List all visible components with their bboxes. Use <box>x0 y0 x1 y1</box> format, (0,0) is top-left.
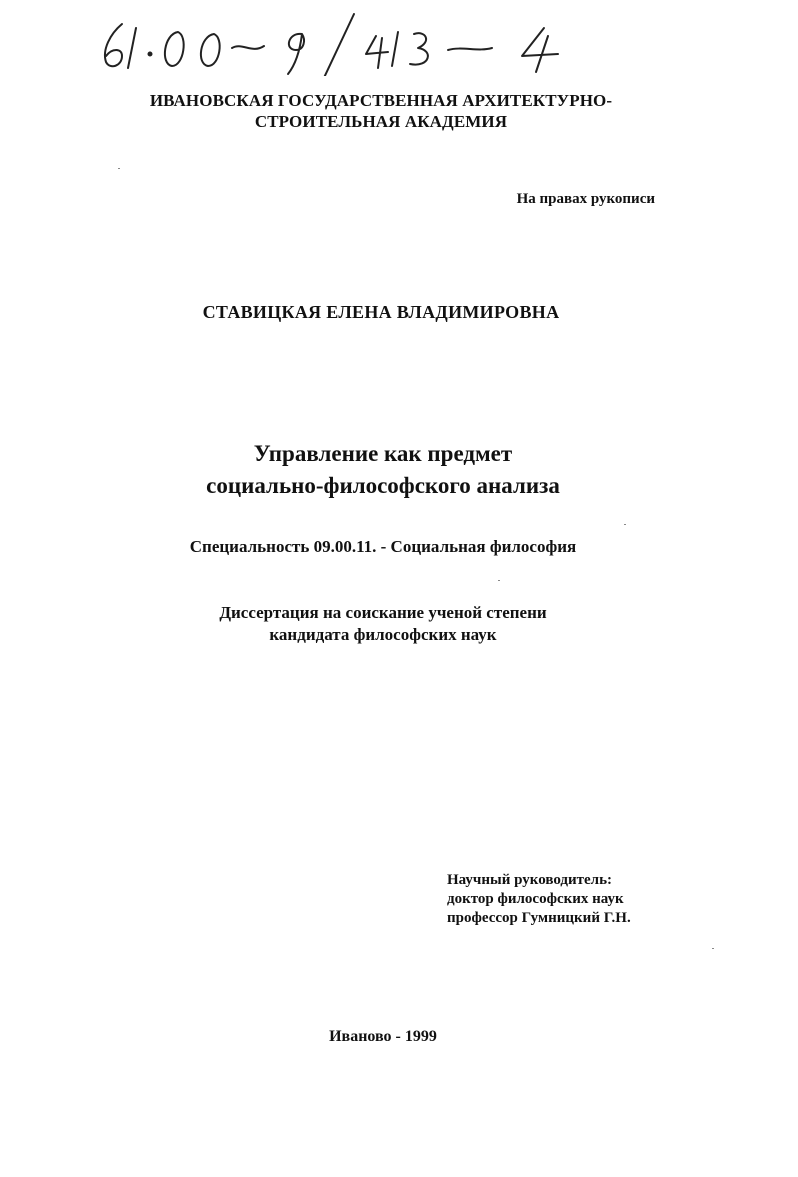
scan-speck <box>118 168 120 169</box>
title-line-2: социально-философского анализа <box>206 473 560 498</box>
rights-note: На правах рукописи <box>516 191 655 207</box>
degree-line-2: кандидата философских наук <box>269 625 497 644</box>
year: 1999 <box>404 1028 437 1045</box>
specialty: Специальность 09.00.11. - Социальная философия <box>189 537 577 556</box>
place-year-separator: - <box>391 1028 405 1045</box>
title-line-1: Управление как предмет <box>253 441 513 466</box>
dissertation-title <box>0 438 766 502</box>
city: Иваново <box>329 1028 392 1045</box>
scan-speck <box>498 580 500 581</box>
supervisor-name: профессор Гумницкий Г.Н. <box>447 910 631 926</box>
place-and-year <box>0 1028 766 1046</box>
supervisor-degree: доктор философских наук <box>447 891 624 907</box>
degree-statement <box>0 602 766 646</box>
supervisor-label: Научный руководитель: <box>447 872 612 888</box>
degree-line-1: Диссертация на соискание ученой степени <box>219 603 547 622</box>
handwritten-archive-code <box>92 6 592 76</box>
institution-name <box>0 90 762 132</box>
institution-line-2: СТРОИТЕЛЬНАЯ АКАДЕМИЯ <box>254 112 508 131</box>
institution-line-1: ИВАНОВСКАЯ ГОСУДАРСТВЕННАЯ АРХИТЕКТУРНО- <box>149 91 613 110</box>
scan-speck <box>624 524 626 525</box>
scan-speck <box>712 948 714 949</box>
handwritten-code-drawing <box>92 6 592 76</box>
supervisor-info <box>447 871 631 928</box>
author-name: СТАВИЦКАЯ ЕЛЕНА ВЛАДИМИРОВНА <box>202 302 560 322</box>
